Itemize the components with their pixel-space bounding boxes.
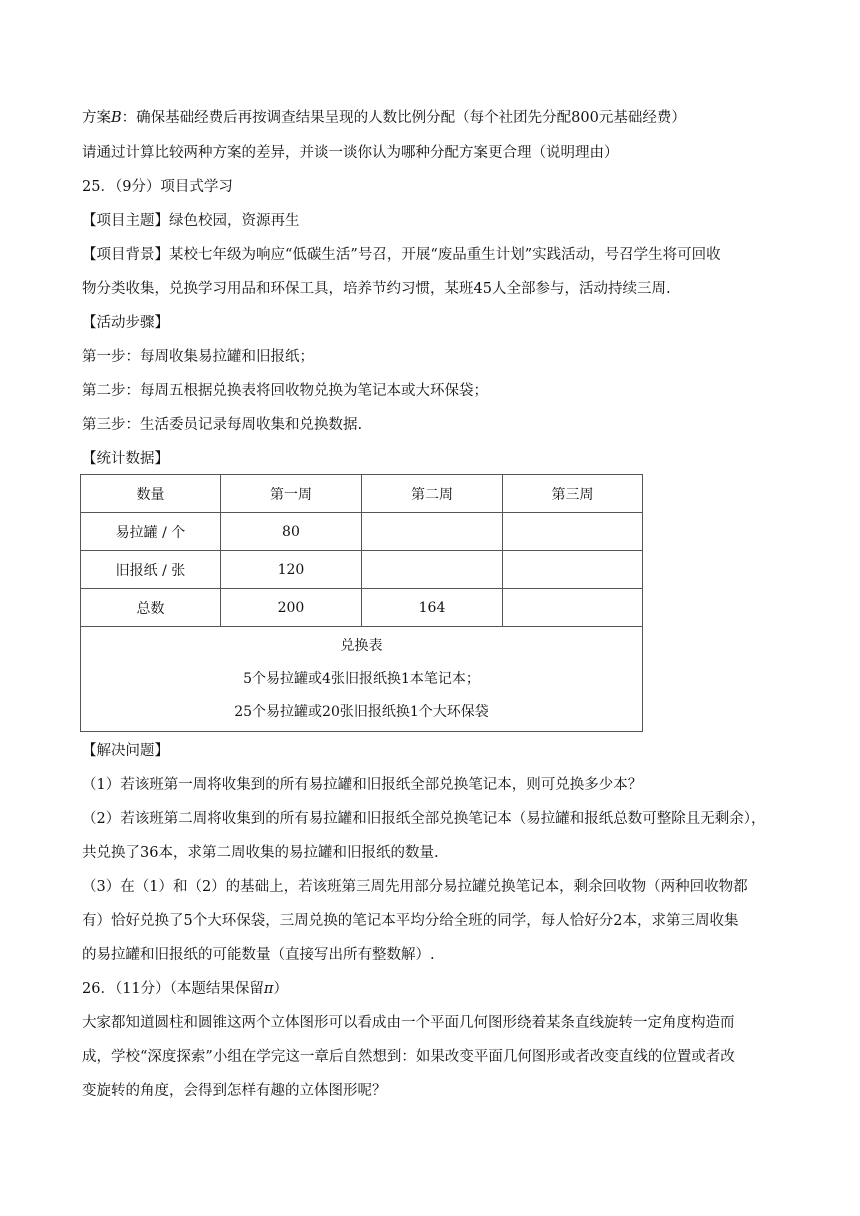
question-3-line-3: 的易拉罐和旧报纸的可能数量（直接写出所有整数解）. (82, 947, 435, 963)
question-3-line-1: （3）在（1）和（2）的基础上，若该班第三周先用部分易拉罐兑换笔记本，剩余回收物（两种回收物都 (82, 879, 748, 895)
table-cell: 80 (220, 513, 361, 551)
plan-b-variable: B (111, 110, 122, 126)
q26-header-prefix: 26．（11分）（本题结果保留 (82, 981, 264, 997)
table-cell (361, 513, 502, 551)
table-row (81, 551, 643, 589)
project-theme: 【项目主题】绿色校园，资源再生 (82, 213, 300, 229)
table-row (81, 589, 643, 627)
stats-title: 【统计数据】 (82, 451, 169, 467)
q26-header-suffix: ） (273, 981, 288, 997)
solve-title: 【解决问题】 (82, 743, 169, 759)
exchange-table-title: 兑换表 (340, 638, 383, 654)
question-2-line-2: 共兑换了36本，求第二周收集的易拉罐和旧报纸的数量. (82, 845, 439, 861)
statistics-table (80, 474, 643, 732)
project-background-line-2: 物分类收集，兑换学习用品和环保工具，培养节约习惯，某班45人全部参与，活动持续三周. (82, 281, 671, 297)
table-header-cell: 数量 (81, 475, 221, 513)
exchange-table-cell (81, 627, 643, 732)
plan-b-prefix: 方案 (82, 110, 111, 126)
q25-header: 25．（9分）项目式学习 (82, 179, 233, 195)
q26-header (82, 979, 288, 999)
q26-paragraph-line-3: 变旋转的角度，会得到怎样有趣的立体图形呢？ (82, 1083, 387, 1099)
step-3: 第三步：生活委员记录每周收集和兑换数据. (82, 417, 363, 433)
table-header-cell: 第二周 (361, 475, 502, 513)
table-cell (503, 513, 643, 551)
table-cell: 200 (220, 589, 361, 627)
question-3-line-2: 有）恰好兑换了5个大环保袋，三周兑换的笔记本平均分给全班的同学，每人恰好分2本，求第三周收集 (82, 913, 739, 929)
question-1: （1）若该班第一周将收集到的所有易拉罐和旧报纸全部兑换笔记本，则可兑换多少本？ (82, 777, 643, 793)
table-row (81, 513, 643, 551)
table-cell: 总数 (81, 589, 221, 627)
table-header-row (81, 475, 643, 513)
exchange-rule-1: 5个易拉罐或4张旧报纸换1本笔记本； (243, 671, 480, 687)
exchange-rule-2: 25个易拉罐或20张旧报纸换1个大环保袋 (234, 704, 489, 720)
project-background-line-1: 【项目背景】某校七年级为响应“低碳生活”号召，开展“废品重生计划”实践活动，号召学生将可回收 (82, 247, 721, 263)
step-1: 第一步：每周收集易拉罐和旧报纸； (82, 349, 314, 365)
table-cell (503, 551, 643, 589)
plan-b-text: ：确保基础经费后再按调查结果呈现的人数比例分配（每个社团先分配800元基础经费） (121, 110, 686, 126)
table-header-cell: 第三周 (503, 475, 643, 513)
table-cell: 164 (361, 589, 502, 627)
q26-paragraph-line-1: 大家都知道圆柱和圆锥这两个立体图形可以看成由一个平面几何图形绕着某条直线旋转一定角度构造而 (82, 1015, 735, 1031)
table-cell (503, 589, 643, 627)
step-2: 第二步：每周五根据兑换表将回收物兑换为笔记本或大环保袋； (82, 383, 488, 399)
plan-b-line (82, 108, 686, 128)
pi-symbol: π (263, 981, 274, 997)
compare-instruction: 请通过计算比较两种方案的差异，并谈一谈你认为哪种分配方案更合理（说明理由） (82, 145, 619, 161)
exchange-table-row (81, 627, 643, 732)
table-cell (361, 551, 502, 589)
table-cell: 120 (220, 551, 361, 589)
table-cell: 易拉罐 / 个 (81, 513, 221, 551)
steps-title: 【活动步骤】 (82, 315, 169, 331)
q26-paragraph-line-2: 成，学校“深度探索”小组在学完这一章后自然想到：如果改变平面几何图形或者改变直线的位置或者改 (82, 1049, 735, 1065)
table-cell: 旧报纸 / 张 (81, 551, 221, 589)
table-header-cell: 第一周 (220, 475, 361, 513)
question-2-line-1: （2）若该班第二周将收集到的所有易拉罐和旧报纸全部兑换笔记本（易拉罐和报纸总数可整除且无剩余）， (82, 811, 766, 827)
